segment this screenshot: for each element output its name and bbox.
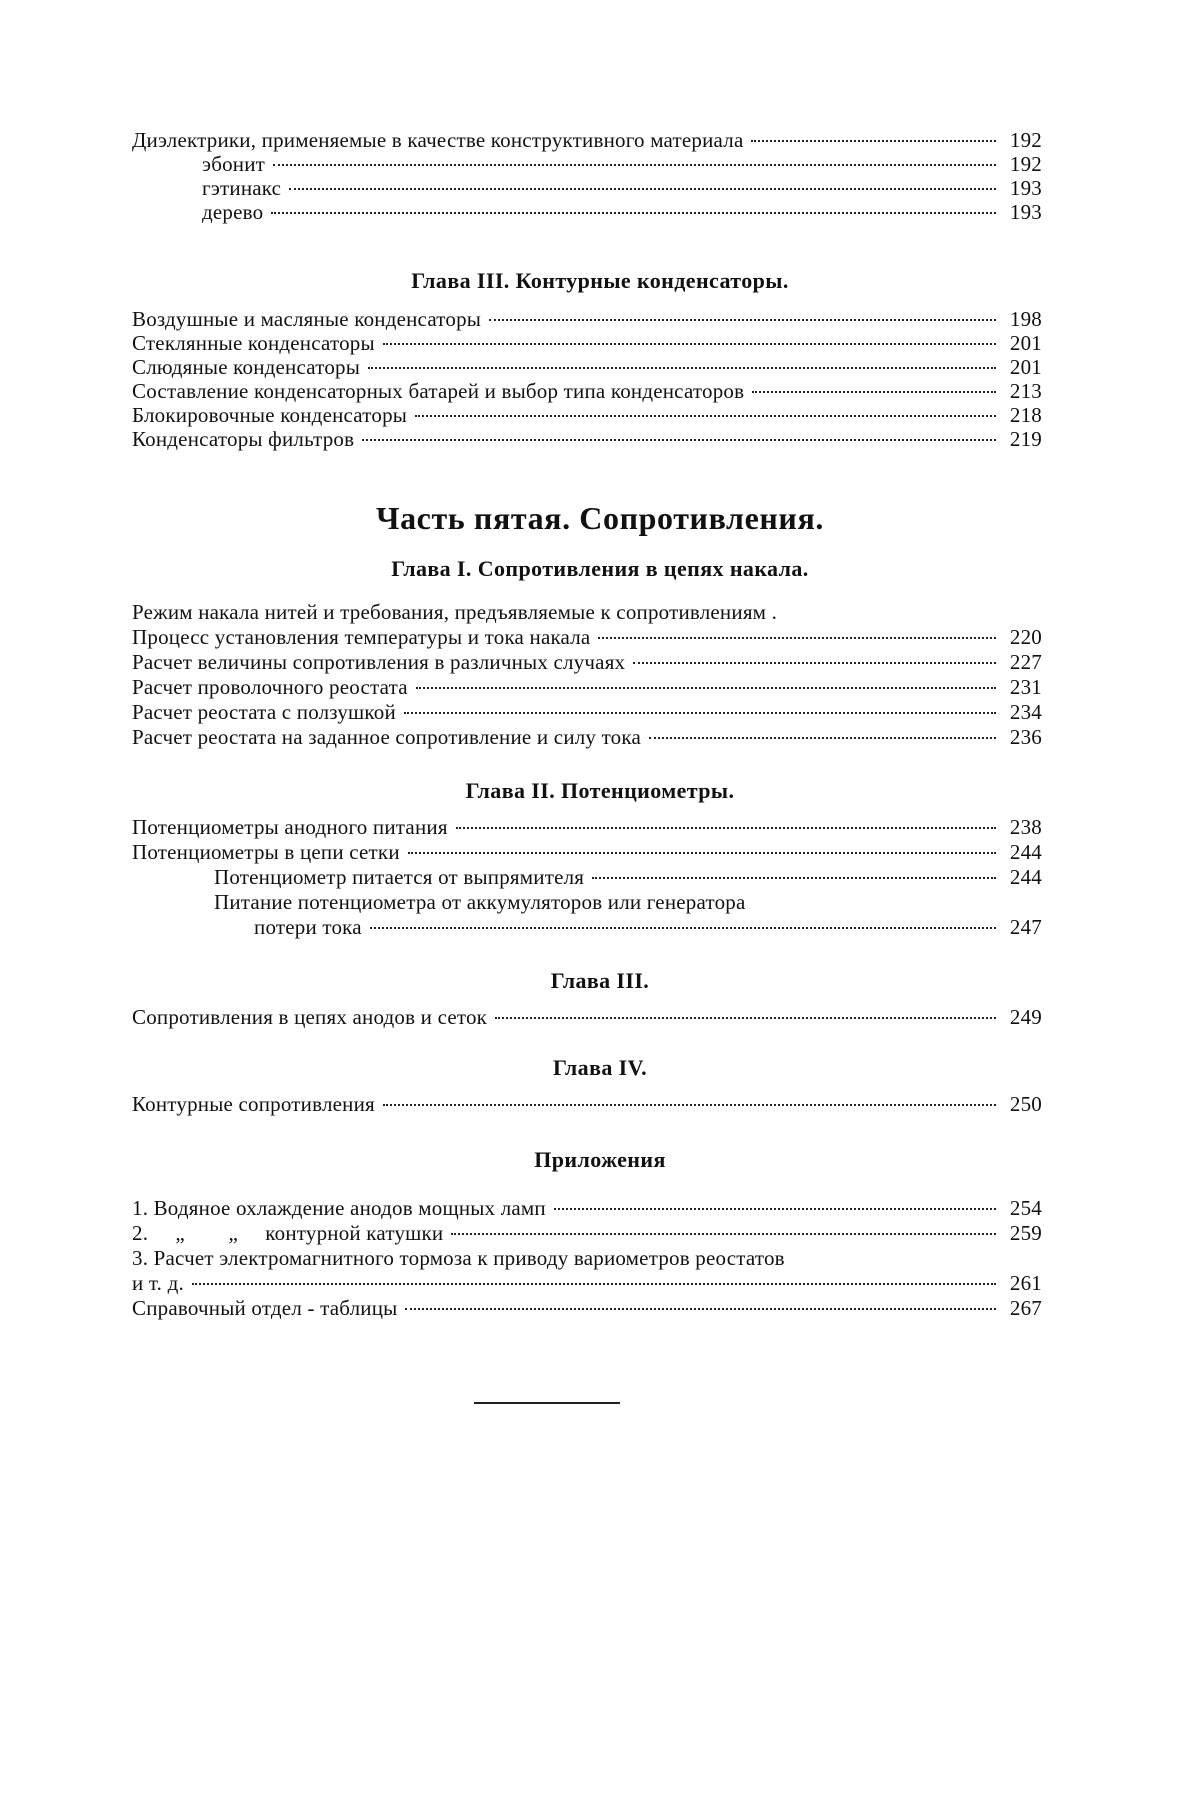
toc-entry [132,725,1042,750]
entry-page: 227 [1004,650,1042,675]
toc-entry-wrapped [132,1246,1042,1271]
entry-title: Слюдяные конденсаторы [132,355,368,379]
entry-title: Сопротивления в цепях анодов и сеток [132,1005,495,1030]
entry-page: 244 [1004,865,1042,890]
toc-entry [132,1196,1042,1221]
leader-dots [598,633,996,639]
entry-page: 254 [1004,1196,1042,1221]
entry-title: Режим накала нитей и требования, предъявляемые к сопротивлениям . [132,600,785,625]
entry-title-line1: 3. Расчет электромагнитного тормоза к приводу вариометров реостатов [132,1246,1042,1271]
leader-dots [289,184,996,190]
entry-title: Конденсаторы фильтров [132,427,362,451]
entry-title-line1: Питание потенциометра от аккумуляторов или генератора [214,890,1042,915]
entry-page: 244 [1004,840,1042,865]
entry-title: Расчет величины сопротивления в различных случаях [132,650,633,675]
leader-dots [752,387,996,393]
leader-dots [649,733,996,739]
toc-entry-continuation [132,915,1042,940]
chapter-heading: Глава I. Сопротивления в цепях накала. [0,556,1200,582]
toc-entry [132,331,1042,355]
toc-entry [132,700,1042,725]
entry-title-line2: и т. д. [132,1271,192,1296]
chapter-heading: Глава III. [0,968,1200,994]
leader-dots [495,1013,996,1019]
entry-page: 192 [1004,128,1042,152]
part-title: Часть пятая. Сопротивления. [0,500,1200,537]
leader-dots [362,435,996,441]
entry-title: дерево [202,200,271,224]
entry-title: Составление конденсаторных батарей и выбор типа конденсаторов [132,379,752,403]
entry-title: Воздушные и масляные конденсаторы [132,307,489,331]
entry-title: Потенциометры в цепи сетки [132,840,408,865]
leader-dots [273,160,996,166]
toc-entry [132,403,1042,427]
toc-dielectrics [132,128,1042,224]
leader-dots [489,315,996,321]
entry-page: 218 [1004,403,1042,427]
leader-dots [271,208,996,214]
leader-dots [368,363,996,369]
toc-entry [132,1296,1042,1321]
entry-title: Блокировочные конденсаторы [132,403,415,427]
entry-title: Расчет реостата на заданное сопротивление и силу тока [132,725,649,750]
toc-entry [132,840,1042,865]
toc-entry-wrapped [132,890,1042,915]
entry-title: 2. „ „ контурной катушки [132,1221,451,1246]
entry-page: 261 [1004,1271,1042,1296]
leader-dots [370,923,996,929]
entry-title: Справочный отдел - таблицы [132,1296,405,1321]
leader-dots [415,411,996,417]
toc-entry [132,379,1042,403]
toc-entry [132,865,1042,890]
toc-entry [132,128,1042,152]
entry-title: Контурные сопротивления [132,1092,383,1117]
leader-dots [456,823,996,829]
toc-entry [132,200,1042,224]
book-page [0,0,1200,1800]
leader-dots [416,683,996,689]
toc-capacitors [132,307,1042,451]
chapter-heading: Глава III. Контурные конденсаторы. [0,268,1200,294]
entry-page: 236 [1004,725,1042,750]
entry-page: 249 [1004,1005,1042,1030]
toc-appendices [132,1196,1042,1321]
entry-page: 267 [1004,1296,1042,1321]
entry-page: 247 [1004,915,1042,940]
entry-title: Стеклянные конденсаторы [132,331,383,355]
entry-title: Потенциометр питается от выпрямителя [214,865,592,890]
toc-entry [132,152,1042,176]
chapter-heading: Глава IV. [0,1055,1200,1081]
entry-title: Процесс установления температуры и тока накала [132,625,598,650]
leader-dots [383,1100,996,1106]
leader-dots [451,1229,996,1235]
leader-dots [408,848,996,854]
entry-title: Диэлектрики, применяемые в качестве конструктивного материала [132,128,751,152]
toc-entry [132,675,1042,700]
leader-dots [383,339,996,345]
entry-page: 234 [1004,700,1042,725]
entry-page: 220 [1004,625,1042,650]
entry-page: 201 [1004,355,1042,379]
entry-title: эбонит [202,152,273,176]
entry-page: 250 [1004,1092,1042,1117]
toc-contour [132,1092,1042,1117]
toc-entry [132,815,1042,840]
entry-page: 193 [1004,200,1042,224]
entry-page: 238 [1004,815,1042,840]
toc-entry [132,355,1042,379]
entry-title: Расчет проволочного реостата [132,675,416,700]
toc-entry [132,600,1042,625]
entry-title: гэтинакс [202,176,289,200]
leader-dots [633,658,996,664]
entry-page: 259 [1004,1221,1042,1246]
toc-heating [132,600,1042,750]
toc-entry [132,427,1042,451]
toc-entry [132,650,1042,675]
entry-title: Расчет реостата с ползушкой [132,700,404,725]
toc-entry [132,176,1042,200]
entry-title: Потенциометры анодного питания [132,815,456,840]
toc-entry [132,1005,1042,1030]
leader-dots [592,873,996,879]
toc-entry [132,1092,1042,1117]
leader-dots [751,136,996,142]
toc-entry [132,1221,1042,1246]
end-rule [474,1402,620,1404]
toc-potentiometers [132,815,1042,940]
entry-page: 201 [1004,331,1042,355]
entry-page: 192 [1004,152,1042,176]
toc-entry [132,307,1042,331]
entry-page: 213 [1004,379,1042,403]
toc-entry-continuation [132,1271,1042,1296]
entry-page: 219 [1004,427,1042,451]
leader-dots [192,1279,996,1285]
entry-title-line2: потери тока [254,915,370,940]
leader-dots [404,708,996,714]
entry-page: 198 [1004,307,1042,331]
entry-page: 193 [1004,176,1042,200]
appendices-heading: Приложения [0,1147,1200,1173]
toc-entry [132,625,1042,650]
entry-page: 231 [1004,675,1042,700]
leader-dots [405,1304,996,1310]
entry-title: 1. Водяное охлаждение анодов мощных ламп [132,1196,554,1221]
chapter-heading: Глава II. Потенциометры. [0,778,1200,804]
leader-dots [554,1204,996,1210]
toc-anodes [132,1005,1042,1030]
